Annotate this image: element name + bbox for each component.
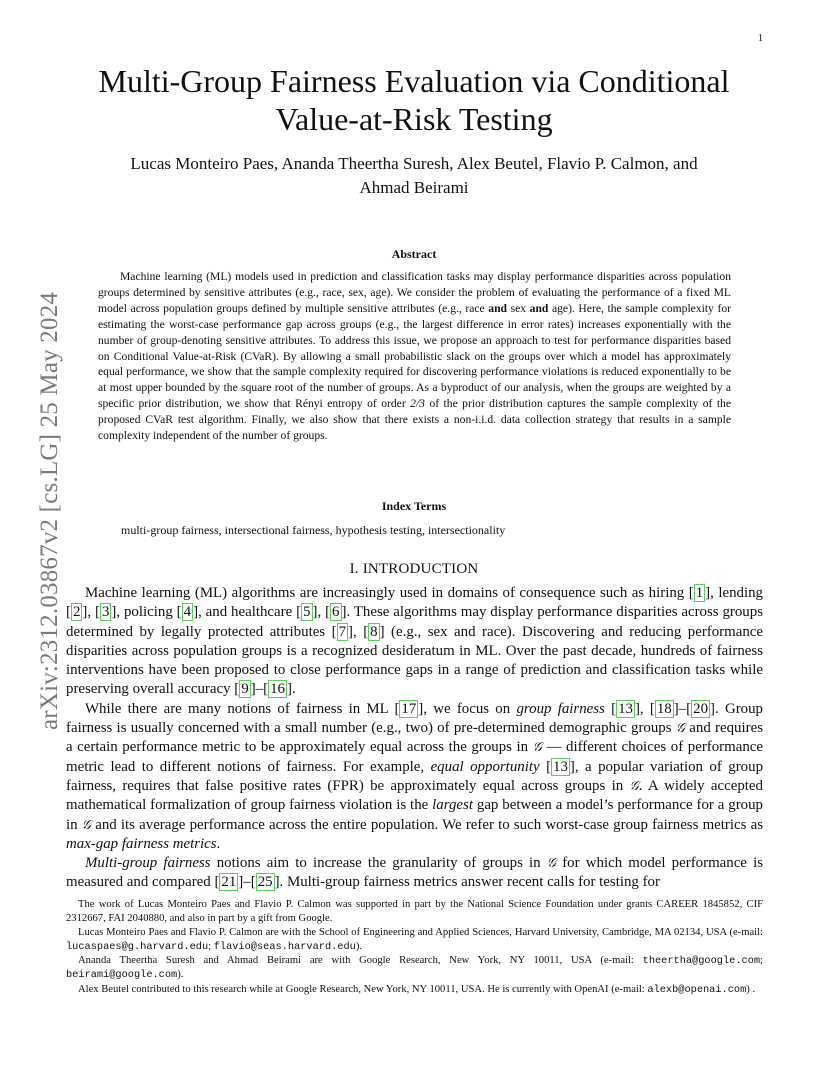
author-list [90,152,738,200]
section-heading-introduction: I. INTRODUCTION [349,561,479,577]
math-symbol: 𝒢 [81,817,92,833]
math-symbol: 𝒢 [532,740,542,756]
index-terms-text: multi-group fairness, intersectional fairness, hypothesis testing, intersectionality [121,523,506,537]
abstract-heading: Abstract [391,247,437,261]
introduction-body [66,584,763,893]
math-symbol: 𝒢 [675,721,686,737]
title-line-2: Value-at-Risk Testing [275,101,553,137]
footnote: Alex Beutel contributed to this research while at Google Research, New York, NY 10011, USA. He is currently with OpenAI (e-mail: alexb@openai.com) . [78,983,756,996]
citation-link[interactable]: 25 [257,874,273,891]
abstract-text: Machine learning (ML) models used in prediction and classification tasks may display performance disparities across population groups determined by sensitive attributes (e.g., race, sex, age). We consider the problem of evaluating the performance of a fixed ML model across population groups defined by multiple sensitive attributes (e.g., race and sex and age). Here, the sample complexity for estimating the worst-case performance gap across groups (e.g., the largest difference in error rates) increases exponentially with the number of group-denoting sensitive attributes. To address this issue, we propose an approach to test for performance disparities based on Conditional Value-at-Risk (CVaR). By allowing a small probabilistic slack on the groups over which a model has approximately equal performance, we show that the sample complexity required for discovering performance violations is reduced exponentially to be at most upper bounded by the square root of the number of groups. As a byproduct of our analysis, when the groups are weighted by a specific prior distribution, we show that Rényi entropy of order 2/3 of the prior distribution captures the sample complexity of the proposed CVaR test algorithm. Finally, we also show that there exists a non-i.i.d. data collection strategy that results in a sample complexity independent of the number of groups. [98,270,732,443]
index-terms-heading: Index Terms [381,499,447,513]
citation-link[interactable]: 21 [221,874,237,891]
citation-link[interactable]: 8 [370,623,378,640]
citation-link[interactable]: 17 [401,700,417,717]
title-line-1: Multi-Group Fairness Evaluation via Conditional [98,63,730,99]
arxiv-identifier: arXiv:2312.03867v2 [cs.LG] 25 May 2024 [36,291,63,730]
math-symbol: 𝒢 [546,856,557,872]
paragraph: Multi-group fairness notions aim to increase the granularity of groups in 𝒢 for which model performance is measured and compared [ 21 ]–[ 25 ]. Multi-group fairness metrics answer recent calls for testing for [66,855,764,891]
citation-link[interactable]: 6 [332,604,340,621]
paper-title [80,62,748,138]
citation-link[interactable]: 18 [656,700,672,717]
email-link[interactable]: flavio@seas.harvard.edu [213,941,356,954]
email-link[interactable]: alexb@openai.com [647,983,747,996]
footnote: The work of Lucas Monteiro Paes and Flavio P. Calmon was supported in part by the National Science Foundation under grants CAREER 1845852, CIF 2312667, FAI 2040880, and also in part by a gift from Google. [66,899,763,925]
email-link[interactable]: theertha@google.com [642,955,761,968]
footnote: Lucas Monteiro Paes and Flavio P. Calmon are with the School of Engineering and Applied Sciences, Harvard University, Cambridge, MA 02134, USA (e-mail: lucaspaes@g.harvard.edu; flavio@seas.harvard.edu). [66,927,763,954]
paragraph: While there are many notions of fairness in ML [ 17 ], we focus on group fairness [ 13 ], [ 18 ]–[ 20 ]. Group fairness is usually concerned with a small number (e.g., two) of pre-determined demographic groups 𝒢 and requires a certain performance metric to be approximately equal across the groups in 𝒢 — different choices of performance metric lead to different notions of fairness. For example, equal opportunity [ 13 ], a popular variation of group fairness, requires that false positive rates (FPR) be approximately equal across groups in 𝒢. A widely accepted mathematical formalization of group fairness violation is the largest gap between a model’s performance for a group in 𝒢 and its average performance across the entire population. We refer to such worst-case group fairness metrics as max-gap fairness metrics. [66,700,764,852]
authors-line-2: Ahmad Beirami [359,178,469,197]
citation-link[interactable]: 5 [303,604,311,621]
citation-link[interactable]: 16 [270,681,285,698]
citation-link[interactable]: 20 [693,700,709,717]
authors-line-1: Lucas Monteiro Paes, Ananda Theertha Suresh, Alex Beutel, Flavio P. Calmon, and [130,154,698,173]
citation-link[interactable]: 9 [241,681,249,698]
footnotes [66,898,763,997]
citation-link[interactable]: 3 [101,604,110,621]
math-symbol: 𝒢 [629,778,639,794]
email-link[interactable]: beirami@google.com [66,969,178,982]
page-number: 1 [758,33,763,44]
email-link[interactable]: lucaspaes@g.harvard.edu [66,941,209,954]
citation-link[interactable]: 2 [72,604,81,621]
citation-link[interactable]: 13 [553,758,568,775]
citation-link[interactable]: 4 [183,604,192,621]
footnote: Ananda Theertha Suresh and Ahmad Beirami are with Google Research, New York, NY 10011, USA (e-mail: theertha@google.com; beirami@google.com). [66,955,763,982]
paragraph: Machine learning (ML) algorithms are increasingly used in domains of consequence such as hiring [ 1 ], lending [ 2 ], [ 3 ], policing [ 4 ], and healthcare [ 5 ], [ 6 ]. These algorithms may display performance disparities across groups determined by legally protected attributes [ 7 ], [ 8 ] (e.g., sex and race). Discovering and reducing performance disparities across population groups is a recognized desideratum in ML. Over the past decade, hundreds of fairness interventions have been proposed to close performance gaps in a range of prediction and classification tasks while preserving overall accuracy [ 9 ]–[ 16 ]. [66,585,764,698]
citation-link[interactable]: 13 [618,700,633,717]
citation-link[interactable]: 1 [695,585,704,601]
citation-link[interactable]: 7 [338,623,347,640]
